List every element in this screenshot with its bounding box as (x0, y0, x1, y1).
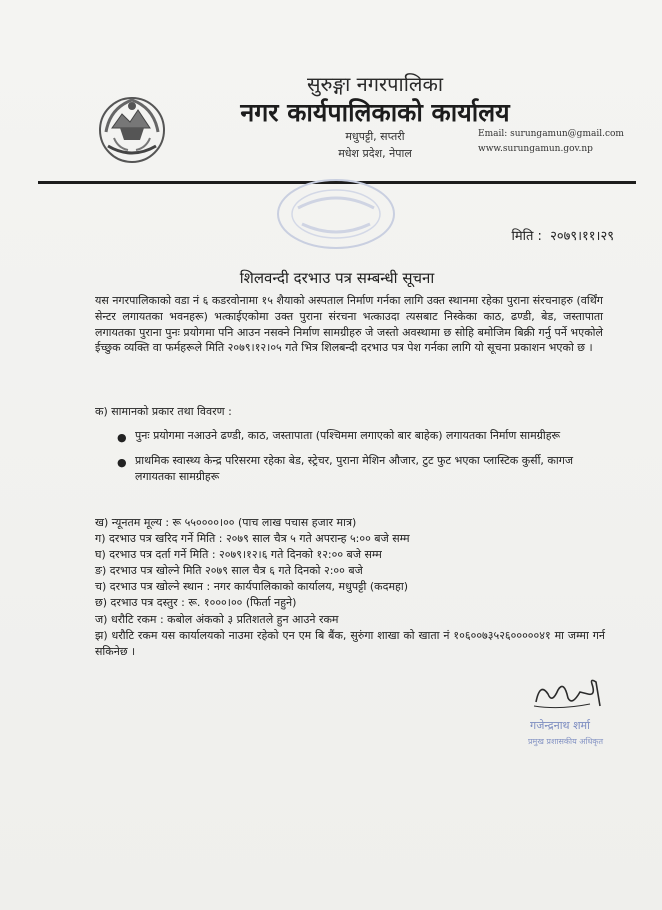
bullet-icon: ● (117, 456, 127, 469)
signatory-name: गजेन्द्रनाथ शर्मा (530, 719, 590, 732)
list-item (115, 428, 605, 444)
address-line-1: मधुपट्टी, सप्तरी (345, 130, 405, 143)
address-line-2: मधेश प्रदेश, नेपाल (338, 147, 412, 160)
detail-item: ङ) दरभाउ पत्र खोल्ने मिति २०७९ साल चैत्र ६ गते दिनको २:०० बजे (95, 564, 363, 578)
tender-details (95, 515, 605, 660)
bullet-icon: ● (117, 431, 127, 444)
office-stamp-icon (268, 178, 403, 258)
detail-item: झ) धरौटि रकम यस कार्यालयको नाउमा रहेको एन एम बि बैंक, सुरुंगा शाखा को खाता नं १०६००७३५२६०००००४१ मा जम्मा गर्न सकिनेछ । (95, 628, 605, 658)
detail-item: च) दरभाउ पत्र खोल्ने स्थान : नगर कार्यपालिकाको कार्यालय, मधुपट्टी (कदमहा) (95, 580, 409, 594)
detail-item: ख) न्यूनतम मूल्य : रू ५५००००।०० (पाच लाख पचास हजार मात्र) (95, 516, 357, 529)
notice-subject: शिलवन्दी दरभाउ पत्र सम्बन्धी सूचना (239, 269, 435, 287)
list-item-text: पुनः प्रयोगमा नआउने ढण्डी, काठ, जस्तापाता (पश्चिममा लगाएको बार बाहेक) लगायतका निर्माण सामग्रीहरू (135, 429, 561, 442)
detail-item: घ) दरभाउ पत्र दर्ता गर्ने मिति : २०७९।१२।६ गते दिनको १२:०० बजे सम्म (95, 548, 382, 562)
material-list (115, 428, 605, 494)
email-text: Email: surungamun@gmail.com (478, 129, 624, 139)
detail-item: छ) दरभाउ पत्र दस्तुर : रू. १०००।०० (फिर्ता नहुने) (95, 596, 297, 610)
office-name: नगर कार्यपालिकाको कार्यालय (240, 98, 510, 127)
contact-info (478, 127, 628, 157)
notice-date (507, 226, 614, 244)
signatory-title: प्रमुख प्रशासकीय अधिकृत (528, 737, 604, 746)
detail-item: ग) दरभाउ पत्र खरिद गर्ने मिति : २०७९ साल चैत्र ५ गते अपरान्ह ५:०० बजे सम्म (95, 532, 410, 546)
nepal-emblem-icon (92, 88, 172, 168)
signature-icon (530, 676, 610, 712)
list-item (115, 453, 605, 485)
office-address (305, 128, 445, 162)
date-label: मिति : (511, 229, 542, 244)
municipality-name: सुरुङ्गा नगरपालिका (306, 72, 444, 96)
website-text: www.surungamun.gov.np (478, 144, 593, 154)
detail-item: ज) धरौटि रकम : कबोल अंकको ३ प्रतिशतले हुन आउने रकम (95, 612, 339, 626)
date-value: २०७९।११।२९ (550, 229, 614, 244)
section-a-title: क) सामानको प्रकार तथा विवरण : (95, 405, 232, 418)
list-item-text: प्राथमिक स्वास्थ्य केन्द्र परिसरमा रहेका बेड, स्ट्रेचर, पुराना मेशिन औजार, टुट फुट भएका प्लास्टिक कुर्सी, कागज लगायतका सामग्रीहरू (135, 454, 574, 483)
notice-body: यस नगरपालिकाको वडा नं ६ कडरवोनामा १५ शैयाको अस्पताल निर्माण गर्नका लागि उक्त स्थानमा रहेका पुराना संरचनाहरु (वर्थिंग सेन्टर लगायतका भवनहरू) भत्काईएकोमा उक्त पुराना संरचना भत्काउदा त्यसबाट निस्केका काठ, ढण्डी, बेड, जस्तापाता लगायतका पुराना पुनः प्रयोगमा पनि आउन नसक्ने निर्माण सामग्रीहरु जे जस्तो अवस्थामा छ सोहि बमोजिम बिक्री गर्नु पर्ने भएकोले ईच्छुक व्यक्ति वा फर्महरूले मिति २०७९।१२।०५ गते भित्र शिलबन्दी दरभाउ पत्र पेश गर्नका लागि यो सूचना प्रकाशन भएको छ । (95, 294, 603, 355)
